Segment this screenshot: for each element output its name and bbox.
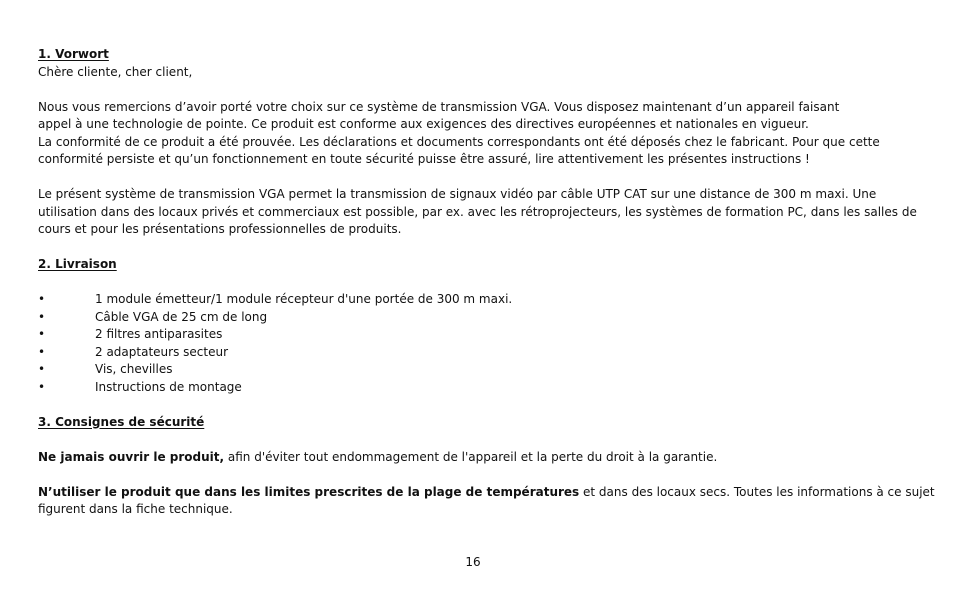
paragraph-line: La conformité de ce produit a été prouvée. Les déclarations et documents correspondants ont été déposés chez le fabricant. Pour que cette	[38, 134, 880, 149]
paragraph-line: conformité persiste et qu’un fonctionnement en toute sécurité puisse être assuré, lire attentivement les présentes instructions !	[38, 152, 810, 166]
bullet-icon: •	[38, 292, 46, 306]
paragraph-line: figurent dans la fiche technique.	[38, 502, 233, 516]
regular-text: afin d'éviter tout endommagement de l'appareil et la perte du droit à la garantie.	[224, 449, 718, 464]
list-item	[38, 291, 888, 309]
list-item	[38, 361, 888, 379]
list-item	[38, 326, 888, 344]
list-item	[38, 379, 888, 397]
regular-text: et dans des locaux secs. Toutes les informations à ce sujet	[579, 484, 935, 499]
bullet-icon: •	[38, 327, 46, 341]
spacer	[38, 274, 888, 292]
spacer	[38, 431, 888, 449]
list-item-text: 2 filtres antiparasites	[95, 327, 223, 341]
bullet-icon: •	[38, 362, 46, 376]
paragraph-line: cours et pour les présentations professionnelles de produits.	[38, 222, 402, 236]
spacer	[38, 81, 888, 99]
bullet-icon: •	[38, 379, 46, 394]
list-item-text: Vis, chevilles	[95, 362, 173, 376]
greeting-text: Chère cliente, cher client,	[38, 64, 193, 79]
paragraph-line: Le présent système de transmission VGA permet la transmission de signaux vidéo par câble UTP CAT sur une distance de 300 m maxi. Une	[38, 187, 877, 201]
spacer	[38, 239, 888, 257]
list-item-text: 2 adaptateurs secteur	[95, 344, 229, 359]
paragraph-line: utilisation dans des locaux privés et commerciaux est possible, par ex. avec les rétroprojecteurs, les systèmes de formation PC, dans les salles de	[38, 204, 917, 219]
paragraph-line	[38, 484, 935, 502]
delivery-list	[38, 291, 888, 396]
list-item	[38, 344, 888, 362]
paragraph-line: Nous vous remercions d’avoir porté votre choix sur ce système de transmission VGA. Vous disposez maintenant d’un appareil faisant	[38, 99, 840, 114]
spacer	[38, 466, 888, 484]
bold-text: Ne jamais ouvrir le produit,	[38, 449, 225, 464]
list-item	[38, 309, 888, 327]
page-number: 16	[465, 555, 481, 569]
document-page	[38, 46, 935, 519]
paragraph-line: appel à une technologie de pointe. Ce produit est conforme aux exigences des directives européennes et nationales en vigueur.	[38, 117, 809, 131]
section-heading-securite: 3. Consignes de sécurité	[38, 414, 205, 429]
list-item-text: Instructions de montage	[95, 379, 242, 394]
spacer	[38, 169, 888, 187]
section-heading-livraison: 2. Livraison	[38, 257, 117, 271]
bold-text: N’utiliser le produit que dans les limites prescrites de la plage de températures	[38, 484, 580, 499]
intro-paragraph	[38, 99, 888, 169]
spacer	[38, 396, 888, 414]
safety-paragraph-2	[38, 484, 935, 519]
bullet-icon: •	[38, 344, 46, 359]
section-heading-vorwort: 1. Vorwort	[38, 47, 109, 61]
bullet-icon: •	[38, 309, 46, 324]
safety-paragraph-1	[38, 449, 888, 467]
list-item-text: Câble VGA de 25 cm de long	[95, 309, 268, 324]
list-item-text: 1 module émetteur/1 module récepteur d'une portée de 300 m maxi.	[95, 292, 513, 306]
system-description-paragraph	[38, 186, 917, 239]
